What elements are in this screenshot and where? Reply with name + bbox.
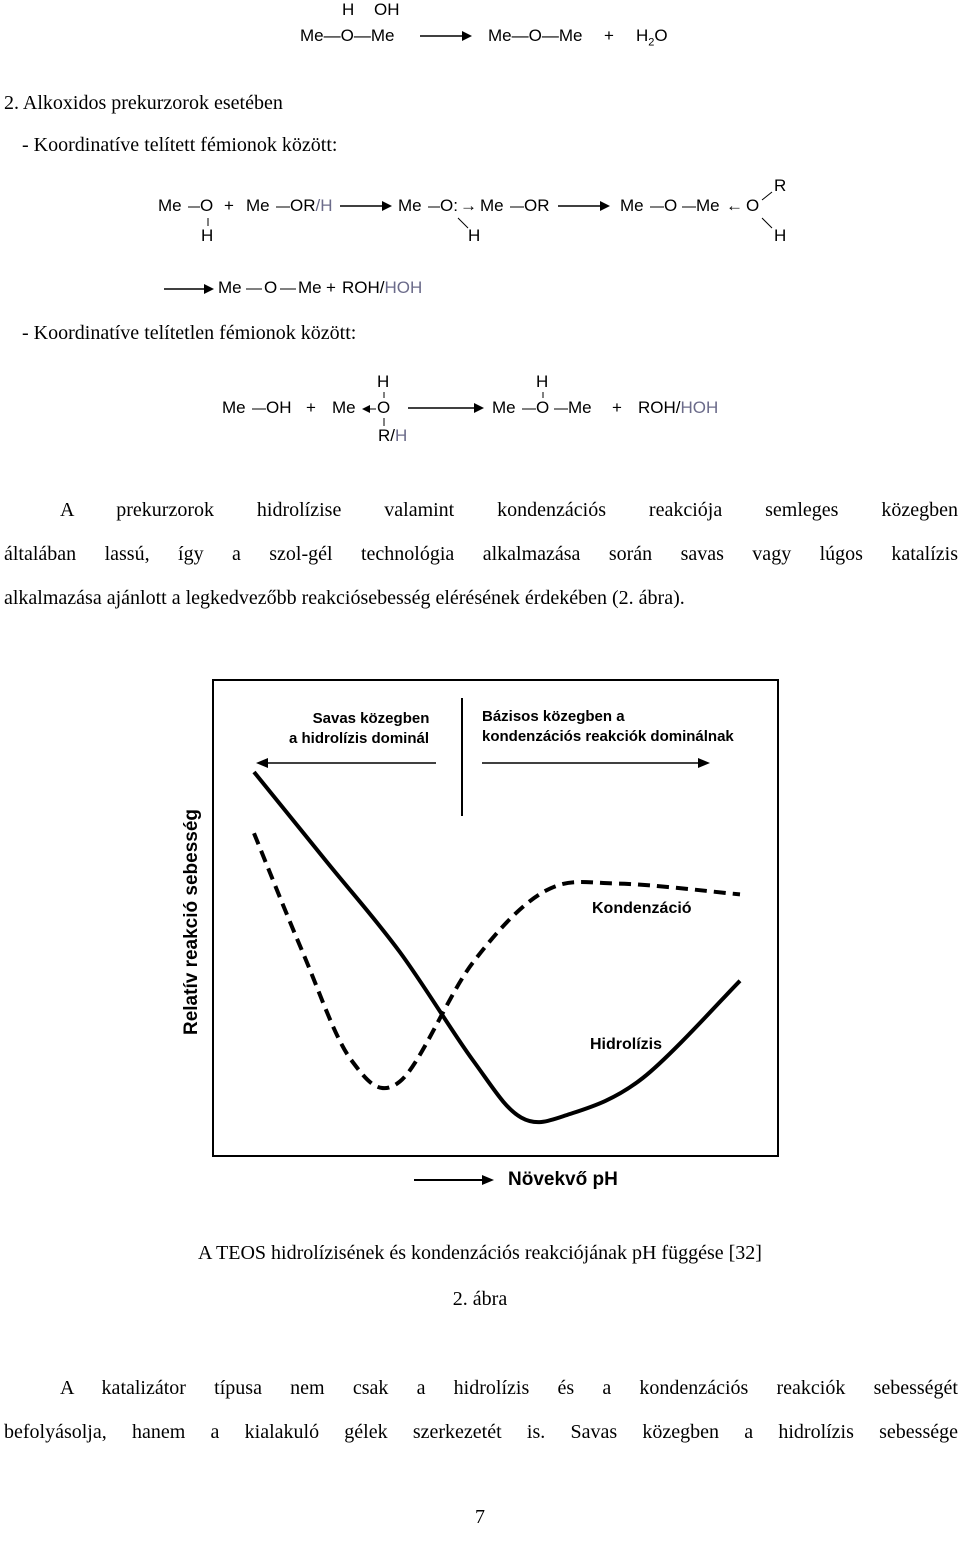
figure-caption: A TEOS hidrolízisének és kondenzációs reakciójának pH függése [32]: [198, 1242, 762, 1264]
eq1-water-sub: 2: [648, 36, 655, 49]
eq2-roh: ROH/: [342, 278, 385, 297]
eq2-me6: Me: [696, 196, 720, 215]
eq3-bonds: [0, 370, 960, 450]
paragraph-1-line-2: általában lassú, így a szol-gél technológia alkalmazása során savas vagy lúgos katalízis: [4, 543, 958, 565]
eq3-me2: Me: [332, 398, 356, 417]
hydrolysis-label: Hidrolízis: [590, 1036, 663, 1053]
eq2-me5: Me: [620, 196, 644, 215]
label-acid-2: a hidrolízis dominál: [288, 730, 430, 747]
condensation-curve: [254, 833, 740, 1088]
eq3-me4: Me: [568, 398, 592, 417]
paragraph-2-line-1: A katalizátor típusa nem csak a hidrolízis és a kondenzációs reakciók sebességét: [60, 1377, 958, 1399]
label-acid-1: Savas közegben: [312, 710, 430, 727]
eq2-slash-h: /H: [315, 196, 333, 215]
label-base-1: Bázisos közegben a: [482, 708, 625, 725]
eq2-ocolon: O:: [440, 196, 458, 215]
eq3-h1: H: [377, 372, 390, 391]
eq2-bonds: [0, 170, 960, 300]
eq2-me2: Me: [246, 196, 270, 215]
eq2-plus1: +: [224, 196, 234, 215]
eq3-h2: H: [536, 372, 549, 391]
eq2-o3: O: [746, 196, 760, 215]
paragraph-2-line-2: befolyásolja, hanem a kialakuló gélek szerkezetét is. Savas közegben a hidrolízis sebessége: [4, 1421, 958, 1443]
eq3-oh: OH: [266, 398, 292, 417]
eq1-left: Me—O—Me: [300, 26, 395, 45]
eq2-me1: Me: [158, 196, 182, 215]
eq2-h2: H: [468, 226, 481, 245]
eq1-arrow: [420, 30, 472, 42]
eq2-arrow-left: ←: [726, 196, 743, 215]
eq3-plus2: +: [612, 398, 622, 417]
eq1-water-o: O: [654, 26, 668, 45]
eq3-o1: O: [377, 398, 391, 417]
eq1-right: Me—O—Me: [488, 26, 583, 45]
equation-1: [0, 0, 960, 60]
eq3-hh: H: [395, 426, 408, 445]
eq2-or-text: OR: [290, 196, 316, 215]
eq1-oh: OH: [374, 0, 400, 19]
figure-number: 2. ábra: [452, 1288, 508, 1310]
eq1-water: [636, 26, 668, 48]
eq3-r: R/: [378, 426, 395, 445]
eq2-r: R: [774, 176, 787, 195]
y-axis-label: Relatív reakció sebesség: [181, 808, 202, 1036]
eq2-me3: Me: [398, 196, 422, 215]
eq2-or2: OR: [524, 196, 550, 215]
hydrolysis-curve: [254, 772, 740, 1122]
eq2-h1: H: [201, 226, 214, 245]
eq2-me4: Me: [480, 196, 504, 215]
eq2-cont-plus: +: [326, 278, 336, 297]
equation-2: [0, 170, 960, 300]
eq2-hoh: HOH: [384, 278, 423, 297]
paragraph-1-line-3: alkalmazása ajánlott a legkedvezőbb reakciósebesség elérésének érdekében (2. ábra).: [4, 587, 685, 609]
eq2-cont-me1: Me: [218, 278, 242, 297]
x-axis-label: Növekvő pH: [508, 1169, 618, 1190]
eq2-cont-products: [342, 278, 422, 298]
eq2-cont-o: O: [264, 278, 278, 297]
eq2-o1: O: [200, 196, 214, 215]
eq2-cont-me2: Me: [298, 278, 322, 297]
eq3-me3: Me: [492, 398, 516, 417]
eq3-me1: Me: [222, 398, 246, 417]
equation-3: [0, 370, 960, 450]
eq2-arrow-small: ←: [460, 196, 477, 215]
paragraph-1-line-1: A prekurzorok hidrolízise valamint kondenzációs reakciója semleges közegben: [60, 499, 958, 521]
eq3-roh: ROH/: [638, 398, 681, 417]
x-axis-arrow-head: [482, 1175, 494, 1185]
eq3-o2: O: [536, 398, 550, 417]
eq1-h: H: [342, 0, 355, 19]
base-arrow-head: [698, 758, 710, 768]
label-base-2: kondenzációs reakciók dominálnak: [482, 728, 734, 745]
subheading-saturated: - Koordinatíve telített fémionok között:: [22, 134, 338, 156]
eq2-o2: O: [664, 196, 678, 215]
ph-dependence-figure: [0, 660, 960, 1200]
figure-frame: [213, 680, 778, 1156]
eq3-plus1: +: [306, 398, 316, 417]
subheading-unsaturated: - Koordinatíve telítetlen fémionok között:: [22, 322, 357, 344]
eq2-h3: H: [774, 226, 787, 245]
condensation-label: Kondenzáció: [592, 900, 692, 917]
page-number: 7: [475, 1506, 485, 1528]
acid-arrow-head: [256, 758, 268, 768]
eq1-water-h: H: [636, 26, 649, 45]
eq3-hoh: HOH: [680, 398, 719, 417]
section-heading: 2. Alkoxidos prekurzorok esetében: [4, 92, 283, 114]
eq1-plus: +: [604, 26, 614, 45]
